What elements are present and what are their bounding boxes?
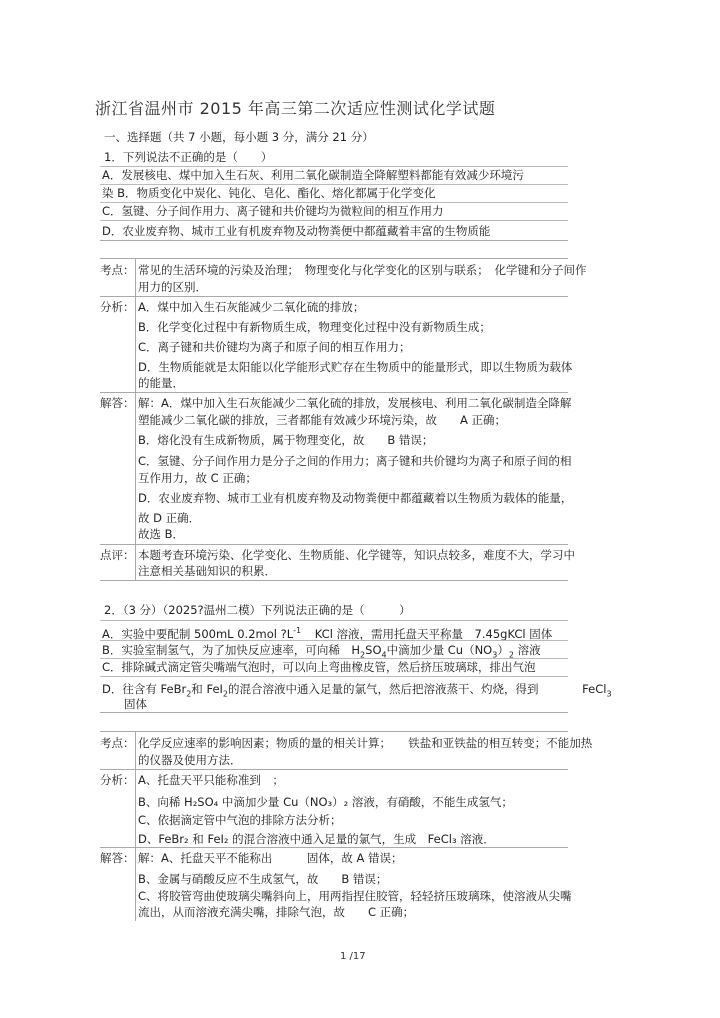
q1-option-b: 染 B．物质变化中炭化、钝化、皂化、酯化、熔化都属于化学变化 <box>102 186 436 200</box>
q1-jieda-line: 解：A．煤中加入生石灰能减少二氧化硫的排放，发展核电、利用二氧化碳制造全降解 <box>138 396 572 410</box>
q1-fenxi-line: C．离子键和共价键均为离子和原子间的相互作用力； <box>138 340 411 354</box>
q2-fenxi-line: D、FeBr₂ 和 FeI₂ 的混合溶液中通入足量的氯气，生成 FeCl₃ 溶液． <box>138 832 495 846</box>
q1-jieda-line: D．农业废弃物、城市工业有机废弃物及动物粪便中都蕴藏着以生物质为载体的能量， <box>138 491 573 505</box>
q1-dianping-label: 点评： <box>100 548 135 562</box>
q1-jieda-line: 故选 B． <box>138 527 185 541</box>
q1-fenxi-line: 的能量． <box>138 376 184 390</box>
q2-b-pre: B．实验室制氢气，为了加快反应速率，可向稀 H <box>102 643 361 657</box>
q1-dianping-1: 本题考查环境污染、化学变化、生物质能、化学键等，知识点较多，难度不大，学习中 <box>138 548 575 562</box>
q2-option-d-2: 固体 <box>124 697 147 711</box>
q1-jieda-line: 塑能减少二氧化碳的排放，三者都能有效减少环境污染，故 A 正确； <box>138 413 507 427</box>
q1-option-c: C．氢键、分子间作用力、离子键和共价键均为微粒间的相互作用力 <box>102 204 444 218</box>
q2-jieda-label: 解答： <box>100 851 135 865</box>
q1-stem: 1．下列说法不正确的是（ ） <box>104 150 273 164</box>
rule <box>135 258 136 580</box>
q1-fenxi-label: 分析： <box>100 300 135 314</box>
q1-jieda-line: 互作用力，故 C 正确； <box>138 471 257 485</box>
q2-fenxi-line: B、向稀 H₂SO₄ 中滴加少量 Cu（NO₃）₂ 溶液，有硝酸，不能生成氢气； <box>138 795 513 809</box>
section-heading: 一、选择题（共 7 小题，每小题 3 分，满分 21 分） <box>104 130 374 144</box>
q1-kaodian-label: 考点： <box>100 263 135 277</box>
q1-jieda-label: 解答： <box>100 396 135 410</box>
q2-b-mid: SO <box>365 643 382 657</box>
rule <box>100 296 568 297</box>
doc-title: 浙江省温州市 2015 年高三第二次适应性测试化学试题 <box>95 99 496 118</box>
rule <box>100 258 568 259</box>
rule <box>100 847 568 848</box>
rule <box>100 392 568 393</box>
q2-fenxi-label: 分析： <box>100 773 135 787</box>
q2-jieda-line: B、金属与硝酸反应不生成氢气，故 B 错误； <box>138 872 388 886</box>
rule <box>100 544 568 545</box>
q2-a-post: KCl 溶液，需用托盘天平称量 7.45gKCl 固体 <box>314 626 553 641</box>
page-number: 1 /17 <box>340 951 366 962</box>
q2-jieda-line: C、将胶管弯曲使玻璃尖嘴斜向上，用两指捏住胶管，轻轻挤压玻璃珠，使溶液从尖嘴 <box>138 889 572 903</box>
q1-option-d: D．农业废弃物、城市工业有机废弃物及动物粪便中都蕴藏着丰富的生物质能 <box>102 224 491 238</box>
rule <box>100 580 568 581</box>
q1-fenxi-line: B．化学变化过程中有新物质生成，物理变化过程中没有新物质生成； <box>138 320 491 334</box>
q2-option-b: B．实验室制氢气，为了加快反应速率，可向稀 $H_2SO_4$中滴加少量 $Cu(NO_3)_2$ 溶液 <box>102 643 541 660</box>
q2-a-pre: A．实验中要配制 500mL 0.2mol ?L <box>102 626 294 641</box>
q1-option-a: A．发展核电、煤中加入生石灰、利用二氧化碳制造全降解塑料都能有效减少环境污 <box>102 168 524 182</box>
rule <box>135 731 136 921</box>
rule <box>100 240 568 241</box>
q2-d-post: 的混合溶液中通入足量的氯气，然后把溶液蒸干、灼烧，得到 <box>228 682 539 696</box>
q2-option-d: D．往含有 FeBr$_2$和 FeI$_2$的混合溶液中通入足量的氯气，然后把溶液蒸干、灼烧，得到 FeCl$_3$ <box>102 682 612 699</box>
q1-jieda-line: B．熔化没有生成新物质，属于物理变化，故 B 错误； <box>138 433 434 447</box>
q2-jieda-line: 解：A、托盘天平不能称出 固体，故 A 错误； <box>138 851 403 865</box>
q1-kaodian-2: 用力的区别． <box>138 280 207 294</box>
q2-option-c: C．排除碱式滴定管尖嘴端气泡时，可以向上弯曲橡皮管，然后挤压玻璃球，排出气泡 <box>102 660 536 674</box>
q2-d-end: FeCl <box>582 682 607 696</box>
rule <box>100 712 568 713</box>
q2-a-sup: -1 <box>293 626 302 635</box>
q1-fenxi-line: D．生物质能就是太阳能以化学能形式贮存在生物质中的能量形式，即以生物质为载体 <box>138 360 573 374</box>
rule <box>100 731 568 732</box>
q2-jieda-line: 流出，从而溶液充满尖嘴，排除气泡，故 C 正确； <box>138 905 415 919</box>
q2-kaodian-2: 的仪器及使用方法． <box>138 753 242 767</box>
q1-jieda-line: 故 D 正确． <box>138 511 201 525</box>
q2-b-post: 溶液 <box>517 643 541 657</box>
q2-fenxi-line: A、托盘天平只能称准到 ； <box>138 773 284 787</box>
q2-fenxi-line: C、依据滴定管中气泡的排除方法分析； <box>138 813 342 827</box>
q2-d-mid: 和 FeI <box>191 682 223 696</box>
q2-option-a <box>102 624 552 641</box>
q2-b-mid2: 中滴加少量 Cu（NO <box>386 643 493 657</box>
q1-kaodian-1: 常见的生活环境的污染及治理； 物理变化与化学变化的区别与联系； 化学键和分子间作 <box>138 263 587 277</box>
q2-d-pre: D．往含有 FeBr <box>102 682 187 696</box>
q1-dianping-2: 注意相关基础知识的积累． <box>138 564 276 578</box>
q1-jieda-line: C．氢键、分子间作用力是分子之间的作用力；离子键和共价键均为离子和原子间的相 <box>138 454 572 468</box>
q1-fenxi-line: A．煤中加入生石灰能减少二氧化硫的排放； <box>138 300 365 314</box>
q2-kaodian-label: 考点： <box>100 736 135 750</box>
q2-stem: 2．（3 分）（2025?温州二模）下列说法正确的是（ ） <box>104 603 411 617</box>
q2-kaodian-1: 化学反应速率的影响因素；物质的量的相关计算； 铁盐和亚铁盐的相互转变；不能加热 <box>138 736 593 750</box>
rule <box>100 769 568 770</box>
